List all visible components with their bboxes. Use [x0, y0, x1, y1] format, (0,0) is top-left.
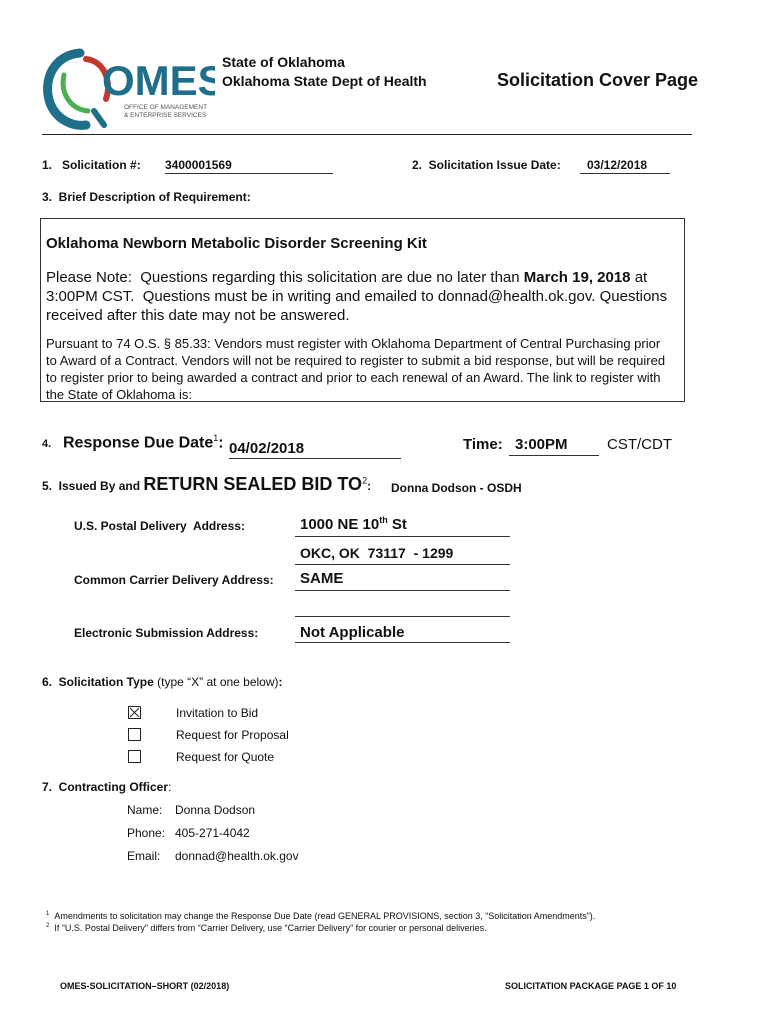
timezone: CST/CDT — [607, 436, 672, 453]
contracting-officer-text: 7. Contracting Officer — [42, 780, 169, 794]
omes-logo-graphic — [40, 45, 215, 135]
contracting-officer-label — [42, 780, 171, 794]
officer-name: Donna Dodson — [175, 803, 256, 817]
request-for-quote-label: Request for Quote — [176, 750, 275, 764]
request-for-proposal-label: Request for Proposal — [176, 728, 289, 742]
issued-by-text: 5. Issued By and — [42, 479, 144, 493]
invitation-to-bid-checkbox[interactable] — [128, 706, 141, 719]
issued-by-colon: : — [367, 479, 372, 493]
officer-email-label: Email: — [127, 849, 161, 863]
postal-address-label: U.S. Postal Delivery Address: — [74, 519, 245, 533]
postal-address-line1 — [295, 515, 510, 537]
response-due-number: 4. — [42, 438, 52, 450]
electronic-address-value: Not Applicable — [295, 624, 510, 643]
solicitation-number-label: 1. Solicitation #: — [42, 158, 141, 172]
note-deadline: March 19, 2018 — [523, 269, 631, 286]
carrier-address-line2 — [295, 598, 510, 617]
carrier-address-value: SAME — [295, 570, 510, 591]
footnote-ref-2: 2 — [362, 475, 368, 486]
solicitation-number-value: 3400001569 — [165, 158, 333, 174]
note-text-1: Please Note: Questions regarding this solicitation are due no later than — [46, 269, 524, 286]
officer-email[interactable]: donnad@health.ok.gov — [175, 849, 299, 863]
footnote-2-text: If “U.S. Postal Delivery” differs from “Carrier Delivery, use “Carrier Delivery” for courier or personal deliveries. — [54, 923, 487, 933]
omes-logo — [40, 45, 215, 135]
registration-note: Pursuant to 74 O.S. § 85.33: Vendors must register with Oklahoma Department of Central Purchasing prior to Award of a Contract. Vendors will not be required to register to submit a bid response, but will be required to register prior to being awarded a contract and prior to each renewal of an Award. The link to register with the State of Oklahoma is: — [46, 336, 666, 402]
form-id-footer: OMES-SOLICITATION–SHORT (02/2018) — [60, 981, 230, 991]
contracting-officer-colon: : — [168, 780, 172, 794]
header-divider — [42, 134, 692, 135]
issued-by-label — [42, 474, 371, 495]
footnote-1-mark: 1 — [46, 911, 50, 917]
request-for-proposal-checkbox[interactable] — [128, 728, 141, 741]
footnote-2-mark: 2 — [46, 923, 50, 929]
logo-wordmark: OMES — [102, 57, 215, 104]
carrier-address-label: Common Carrier Delivery Address: — [74, 573, 274, 587]
questions-note — [46, 268, 671, 325]
logo-subtext-1: OFFICE OF MANAGEMENT — [124, 104, 208, 111]
postal-address-line2: OKC, OK 73117 - 1299 — [295, 545, 510, 565]
state-name: State of Oklahoma — [222, 54, 345, 70]
solicitation-type-hint: (type “X” at one below) — [153, 675, 279, 689]
response-due-colon: : — [218, 434, 224, 452]
footnote-2 — [46, 923, 726, 933]
response-due-label — [63, 433, 224, 452]
officer-phone-label: Phone: — [127, 826, 166, 840]
request-for-quote-checkbox[interactable] — [128, 750, 141, 763]
officer-phone: 405-271-4042 — [175, 826, 250, 840]
footnote-ref-1: 1 — [213, 433, 219, 443]
time-value: 3:00PM — [509, 436, 599, 456]
postal-line1-pre: 1000 NE 10 — [300, 516, 380, 533]
postal-line1-post: St — [387, 516, 407, 533]
footnote-1 — [46, 911, 726, 921]
agency-name: Oklahoma State Dept of Health — [222, 73, 427, 89]
page-number-footer: SOLICITATION PACKAGE PAGE 1 OF 10 — [505, 981, 677, 991]
response-due-text: Response Due Date — [63, 434, 214, 452]
footnote-1-text: Amendments to solicitation may change the Response Due Date (read GENERAL PROVISIONS, section 3, “Solicitation Amendments”). — [54, 911, 596, 921]
invitation-to-bid-label: Invitation to Bid — [176, 706, 259, 720]
solicitation-type-text: 6. Solicitation Type — [42, 675, 154, 689]
electronic-address-label: Electronic Submission Address: — [74, 626, 259, 640]
postal-line1-sup: th — [379, 515, 388, 525]
solicitation-type-colon: : — [278, 675, 283, 689]
return-sealed-bid-text: RETURN SEALED BID TO — [143, 474, 363, 494]
requirement-title: Oklahoma Newborn Metabolic Disorder Screening Kit — [46, 235, 427, 252]
page-title: Solicitation Cover Page — [497, 70, 699, 90]
description-label: 3. Brief Description of Requirement: — [42, 190, 251, 204]
note-text-2: at 3:00PM CST. Questions must be in writing and emailed to donnad@health.ok.gov. Questions received after this date may not be answered. — [46, 269, 668, 324]
logo-subtext-2: & ENTERPRISE SERVICES — [124, 112, 207, 119]
checkbox-x-icon — [129, 707, 140, 718]
officer-name-label: Name: — [127, 803, 163, 817]
response-due-date: 04/02/2018 — [229, 440, 401, 459]
issue-date-value: 03/12/2018 — [580, 158, 670, 174]
issued-by-value: Donna Dodson - OSDH — [391, 481, 522, 495]
issue-date-label: 2. Solicitation Issue Date: — [412, 158, 561, 172]
time-label: Time: — [463, 436, 503, 453]
solicitation-type-label — [42, 675, 283, 689]
